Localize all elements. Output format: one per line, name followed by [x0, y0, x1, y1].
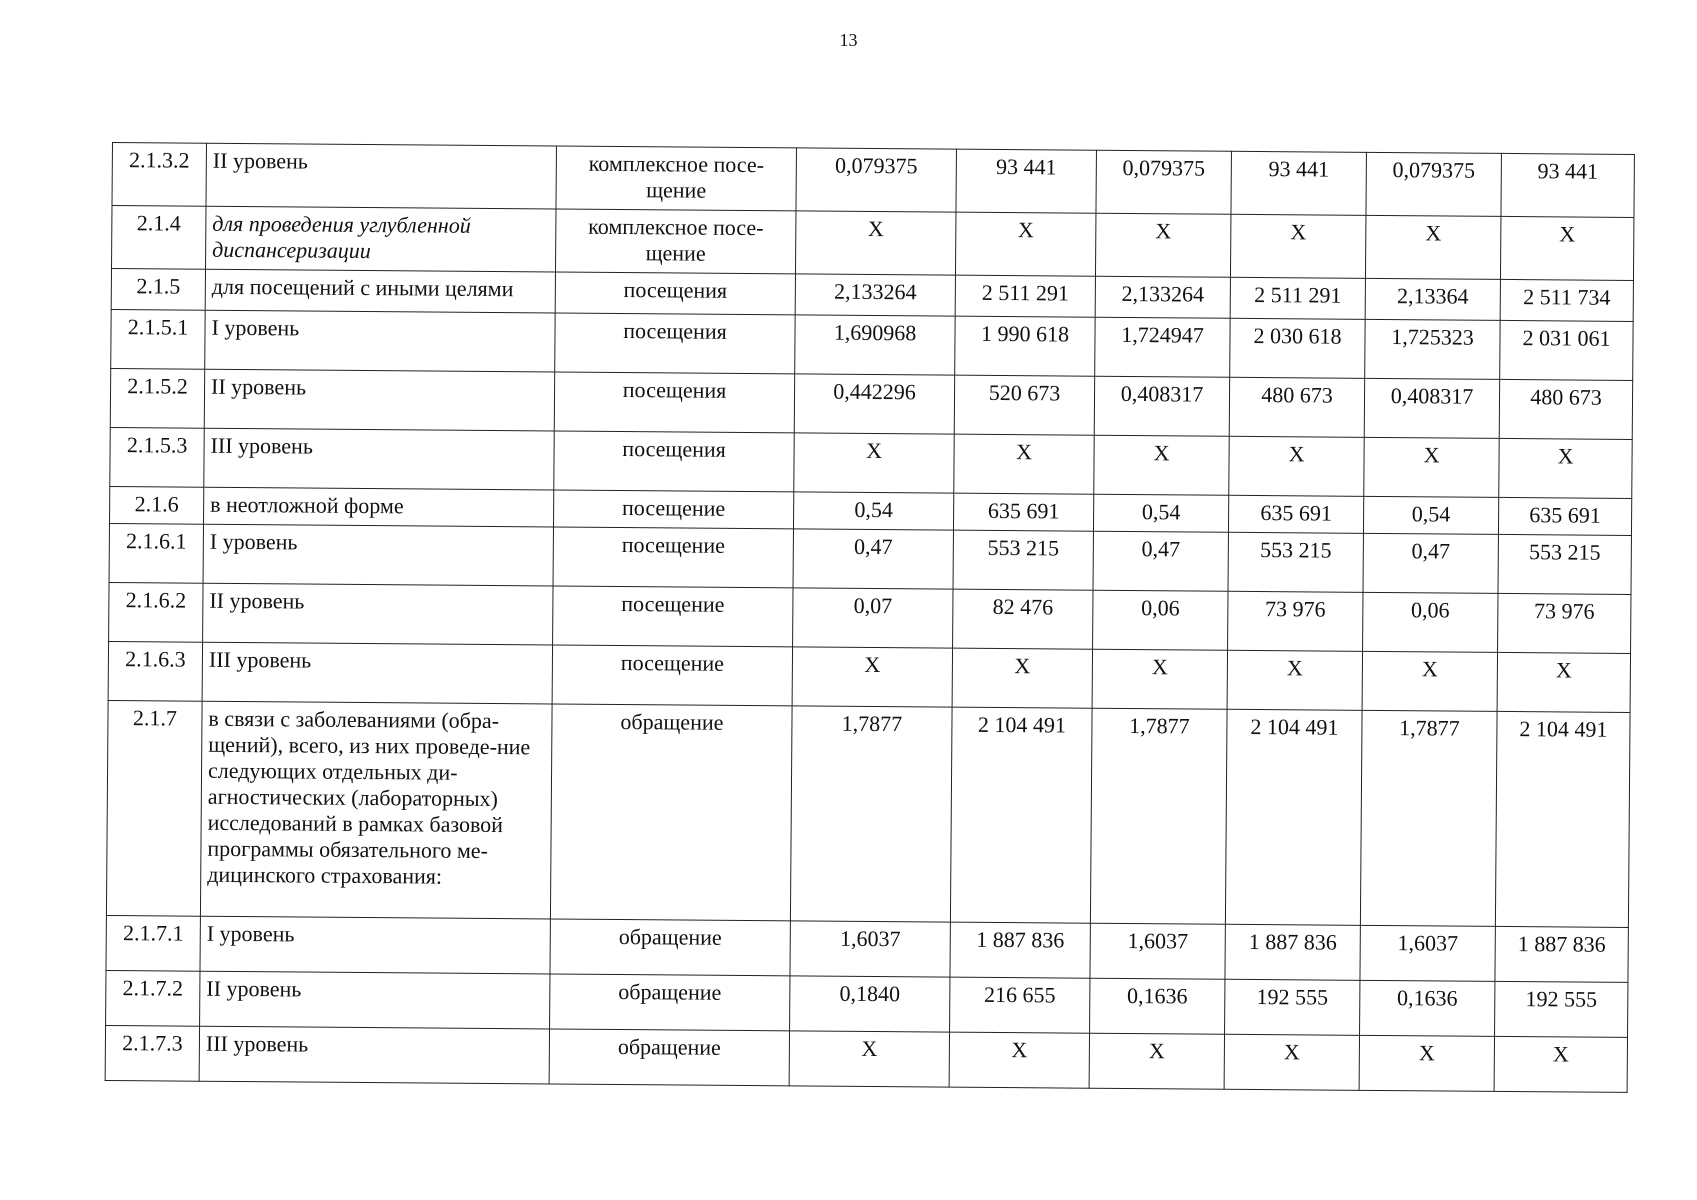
row-code: 2.1.5.1 [111, 309, 205, 369]
row-unit: посещение [553, 527, 793, 588]
row-code: 2.1.3.2 [112, 143, 206, 207]
row-name: II уровень [203, 583, 553, 645]
row-value: X [1229, 436, 1364, 496]
row-value: 216 655 [950, 977, 1090, 1033]
allocation-table [105, 142, 1635, 1093]
row-value: 0,442296 [794, 374, 954, 434]
row-unit: посещения [555, 272, 795, 315]
row-value: 635 691 [1228, 495, 1363, 533]
row-code: 2.1.5 [111, 269, 205, 311]
row-name: для проведения углубленной диспансеризации [206, 206, 556, 272]
row-name: II уровень [204, 369, 554, 431]
row-value: 82 476 [953, 589, 1093, 649]
row-code: 2.1.5.3 [110, 427, 204, 487]
row-value: X [1095, 213, 1230, 277]
row-unit: обращение [549, 1029, 789, 1086]
table-body [105, 143, 1634, 1093]
row-value: X [1094, 435, 1229, 495]
row-value: X [1227, 650, 1362, 710]
row-value: X [954, 434, 1094, 494]
row-value: 0,1636 [1360, 980, 1495, 1036]
row-value: X [1359, 1035, 1494, 1091]
row-unit: обращение [550, 974, 790, 1031]
row-value: 93 441 [1231, 151, 1366, 215]
row-code: 2.1.6.1 [109, 523, 203, 583]
row-value: 2 511 734 [1500, 279, 1633, 321]
table-row [112, 206, 1634, 281]
row-value: X [1365, 215, 1500, 279]
table-row [105, 1025, 1627, 1092]
row-value: 0,079375 [1096, 150, 1231, 214]
row-value: 0,408317 [1364, 378, 1499, 438]
row-value: 2 030 618 [1230, 318, 1365, 378]
row-value: X [1224, 1034, 1359, 1090]
row-value: 2,13364 [1365, 278, 1500, 320]
row-code: 2.1.7 [106, 700, 202, 916]
row-value: 1,7877 [1090, 708, 1227, 924]
row-value: 2 511 291 [1230, 277, 1365, 319]
row-unit: посещения [554, 431, 794, 492]
row-value: 1 887 836 [1225, 924, 1360, 980]
row-value: X [1364, 437, 1499, 497]
row-value: 0,06 [1363, 592, 1498, 652]
row-code: 2.1.6.2 [109, 582, 203, 642]
row-value: 0,079375 [796, 148, 956, 212]
row-value: 0,54 [1363, 496, 1498, 534]
row-name: I уровень [205, 310, 555, 372]
row-value: 2 104 491 [1495, 711, 1630, 927]
row-value: 73 976 [1498, 593, 1631, 653]
row-value: 1,7877 [1360, 710, 1497, 926]
row-unit: посещение [553, 490, 793, 529]
row-value: 0,47 [1093, 531, 1228, 591]
row-value: 635 691 [1498, 497, 1631, 535]
row-value: 2 031 061 [1500, 320, 1633, 380]
row-value: X [1092, 649, 1227, 709]
row-code: 2.1.7.1 [106, 915, 200, 971]
row-value: 520 673 [954, 375, 1094, 435]
row-value: 1,6037 [1360, 925, 1495, 981]
row-value: 2,133264 [795, 274, 955, 316]
row-value: 0,07 [793, 588, 953, 648]
row-unit: комплексное посе-щение [556, 146, 796, 211]
table-row [112, 143, 1634, 218]
row-value: 1 990 618 [955, 316, 1095, 376]
row-code: 2.1.6.3 [108, 641, 202, 701]
row-name: в связи с заболеваниями (обра-щений), всего, из них проведе-ние следующих отдельных ди-агностических (лабораторных) исследований в рамках базовой программы обязательного ме-дицинского страхования: [200, 701, 552, 919]
row-unit: обращение [550, 919, 790, 976]
row-value: 2 104 491 [950, 707, 1092, 923]
row-value: 1,6037 [790, 921, 950, 977]
row-value: 0,54 [793, 492, 953, 530]
row-code: 2.1.6 [110, 486, 204, 524]
row-value: 0,1840 [790, 976, 950, 1032]
row-code: 2.1.4 [112, 206, 206, 270]
row-name: для посещений с иными целями [205, 269, 555, 313]
row-value: 2 511 291 [955, 275, 1095, 317]
row-name: в неотложной форме [204, 487, 554, 527]
row-value: 480 673 [1229, 377, 1364, 437]
row-value: 1 887 836 [1495, 926, 1628, 982]
row-value: 553 215 [1228, 532, 1363, 592]
row-code: 2.1.7.3 [105, 1025, 199, 1081]
row-value: 0,54 [1093, 494, 1228, 532]
row-value: 0,47 [793, 529, 953, 589]
row-value: X [792, 647, 952, 707]
row-name: III уровень [202, 642, 552, 704]
row-value: X [1500, 216, 1633, 280]
row-value: 1,6037 [1090, 923, 1225, 979]
row-value: 192 555 [1225, 979, 1360, 1035]
row-value: X [952, 648, 1092, 708]
row-value: 93 441 [1501, 153, 1634, 217]
row-value: X [955, 212, 1095, 276]
row-unit: посещение [552, 645, 792, 706]
row-value: 480 673 [1499, 379, 1632, 439]
row-value: 1,725323 [1365, 319, 1500, 379]
row-value: 1 887 836 [950, 922, 1090, 978]
row-name: III уровень [204, 428, 554, 490]
row-name: III уровень [199, 1026, 549, 1084]
row-value: X [1499, 438, 1632, 498]
row-code: 2.1.5.2 [110, 368, 204, 428]
row-value: 553 215 [953, 530, 1093, 590]
row-value: 2 104 491 [1225, 709, 1362, 925]
row-value: 1,7877 [790, 706, 952, 922]
row-value: X [1362, 651, 1497, 711]
row-value: 93 441 [956, 149, 1096, 213]
page-number: 13 [839, 30, 858, 50]
row-name: I уровень [200, 916, 550, 974]
table-row [106, 700, 1630, 927]
row-value: 0,408317 [1094, 376, 1229, 436]
row-unit: посещение [553, 586, 793, 647]
row-value: 635 691 [953, 493, 1093, 531]
row-value: 0,47 [1363, 533, 1498, 593]
row-value: X [1497, 652, 1630, 712]
row-name: II уровень [200, 971, 550, 1029]
row-value: X [1089, 1033, 1224, 1089]
row-value: X [1230, 214, 1365, 278]
row-value: 192 555 [1495, 981, 1628, 1037]
row-name: I уровень [203, 524, 553, 586]
row-value: X [789, 1031, 949, 1087]
row-value: 1,690968 [795, 315, 955, 375]
row-unit: обращение [550, 704, 792, 921]
row-code: 2.1.7.2 [106, 970, 200, 1026]
row-value: X [794, 433, 954, 493]
row-value: 0,06 [1093, 590, 1228, 650]
row-value: 73 976 [1228, 591, 1363, 651]
row-value: 0,1636 [1090, 978, 1225, 1034]
row-value: X [1494, 1036, 1627, 1092]
row-value: 553 215 [1498, 534, 1631, 594]
row-value: 2,133264 [1095, 276, 1230, 318]
row-value: X [795, 211, 955, 275]
row-unit: посещения [554, 372, 794, 433]
row-unit: посещения [555, 313, 795, 374]
row-unit: комплексное посе-щение [555, 209, 795, 274]
row-name: II уровень [206, 143, 556, 209]
row-value: X [949, 1032, 1089, 1088]
row-value: 0,079375 [1366, 152, 1501, 216]
row-value: 1,724947 [1095, 317, 1230, 377]
